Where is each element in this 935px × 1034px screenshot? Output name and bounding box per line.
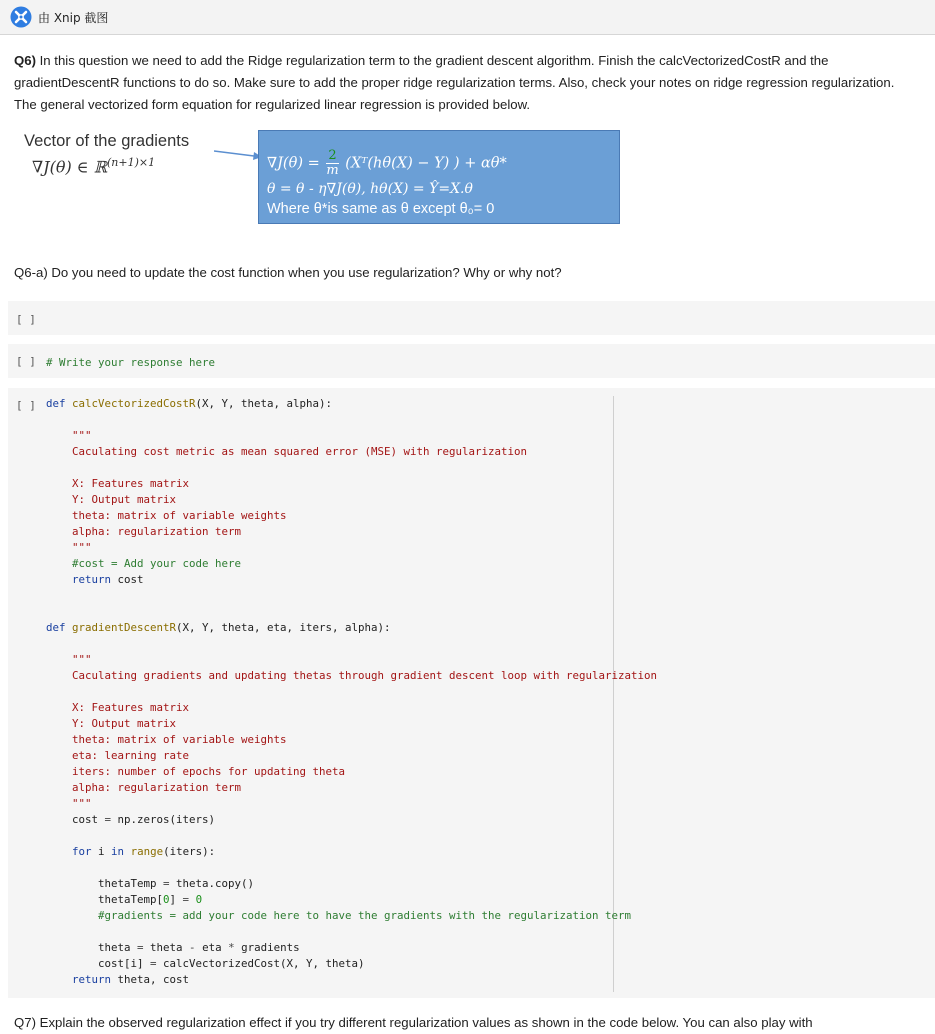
code-cell-functions[interactable] <box>8 388 935 998</box>
gradient-vector-label <box>24 130 189 178</box>
window-titlebar <box>0 0 935 35</box>
theta-star-note: Where θ*is same as θ except θ₀= 0 <box>267 201 495 217</box>
cell-prompt: [ ] <box>16 313 36 326</box>
code-cell-empty[interactable] <box>8 301 935 335</box>
response-comment: # Write your response here <box>46 356 216 369</box>
fraction-numerator: 2 <box>326 149 338 164</box>
window-title: 由 Xnip 截图 <box>38 11 109 25</box>
formula-box <box>258 130 620 224</box>
xnip-logo-icon <box>10 6 32 28</box>
question-6-label: Q6) <box>14 53 36 68</box>
question-7-text: Q7) Explain the observed regularization effect if you try different regularization values as shown in the code below. You can also play with <box>14 1015 813 1030</box>
gradient-vector-dimension: (n+1)×1 <box>107 156 156 169</box>
fraction-denominator: m <box>326 163 339 178</box>
gradient-equation: ∇J(θ) = $\frac{2}{m}$ (Xᵀ(hθ(X) − Y) ) + αθ* <box>267 148 507 178</box>
gradient-equation-figure <box>24 126 624 226</box>
question-6-body: In this question we need to add the Ridge regularization term to the gradient descent algorithm. Finish the calcVectorizedCostR and the gradientDescentR functions to do so. Make sure to add the proper ridge regularization terms. Also, check your notes on ridge regression regularization. The general vectorized form equation for regularized linear regression is provided below. <box>14 53 895 112</box>
cell-prompt: [ ] <box>16 355 36 368</box>
question-6-text <box>14 50 919 116</box>
gradient-vector-caption: Vector of the gradients <box>24 132 190 150</box>
update-rule-equation: θ = θ - η∇J(θ), hθ(X) = Ŷ=X.θ <box>267 181 473 197</box>
connector-arrow-icon <box>214 148 262 162</box>
code-editor[interactable]: def calcVectorizedCostR(X, Y, theta, alpha): """ Caculating cost metric as mean squared error (MSE) with regularization X: Features matrix Y: Output matrix theta: matrix of variable weights alpha: regularization term """ #cost = Add your code here return cost def gradientDescentR(X, Y, theta, eta, iters, alpha): """ Caculating gradients and updating thetas through gradient descent loop with regularization X: Features matrix Y: Output matrix theta: matrix of variable weights eta: learning rate iters: number of epochs for updating theta alpha: regularization term """ cost = np.zeros(iters) for i in range(iters): thetaTemp = theta.copy() thetaTemp[0] = 0 #gradients = add your code here to have the gradients with the regularization term theta = theta - eta * gradients cost[i] = calcVectorizedCost(X, Y, theta) return theta, cost <box>46 397 658 986</box>
gradient-vector-expression: ∇J(θ) ∈ ℝ$^{(n+1)\times 1}$ <box>32 156 156 177</box>
question-6a-text: Q6-a) Do you need to update the cost function when you use regularization? Why or why not? <box>14 265 562 280</box>
cell-prompt: [ ] <box>16 399 36 412</box>
code-cell-response[interactable] <box>8 344 935 378</box>
